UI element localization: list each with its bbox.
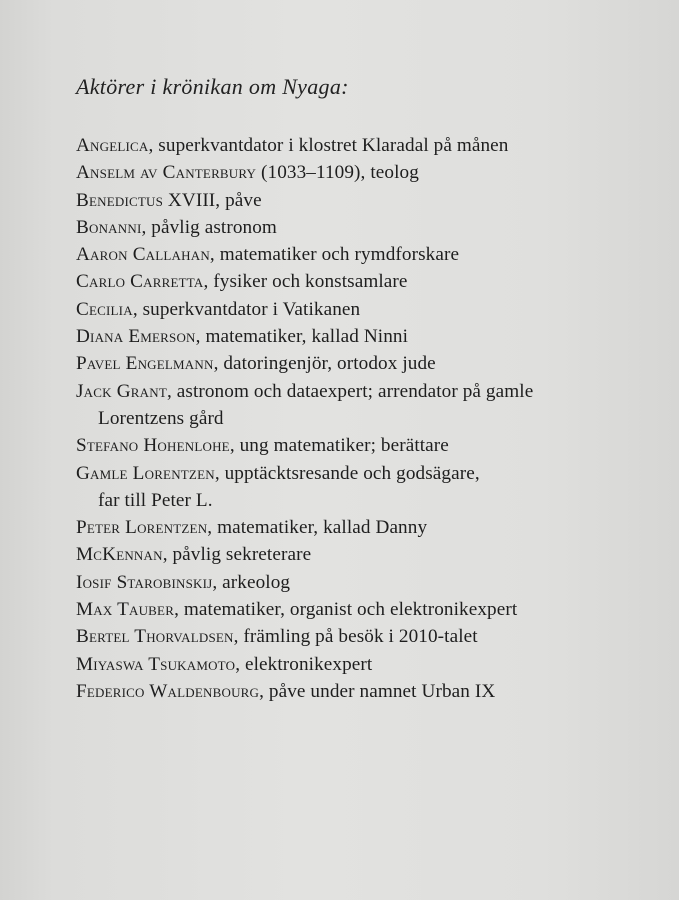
character-description: , främling på besök i 2010-talet [233,626,478,648]
character-name: Aaron Callahan [76,244,210,266]
character-description: , superkvantdator i Vatikanen [132,298,361,320]
list-item [76,268,656,295]
character-description: , upptäcktsresande och godsägare, [214,462,480,484]
character-description: , matematiker, kallad Ninni [195,326,409,348]
character-description: , matematiker, organist och elektronikexpert [174,599,518,621]
character-description: , arkeolog [212,571,291,593]
character-description: , elektronikexpert [235,653,373,675]
list-item [76,651,656,678]
character-description: (1033–1109), teolog [256,162,419,184]
character-name: Peter Lorentzen [76,517,208,539]
list-item [76,541,656,568]
character-name: Diana Emerson [76,326,196,348]
list-item [76,596,656,623]
list-item [76,432,656,459]
character-name: Bonanni [76,216,142,238]
list-item [76,678,656,705]
list-item [76,514,656,541]
character-name: Angelica [76,135,149,156]
character-name: Anselm av Canterbury [76,162,257,184]
character-name: Federico Waldenbourg [76,680,260,702]
list-item [76,623,656,650]
character-description: , ung matematiker; berättare [229,435,449,457]
list-item [76,214,656,241]
character-name: McKennan [76,544,163,566]
character-description: , påvlig astronom [141,216,277,238]
list-item [76,378,656,433]
character-name: Bertel Thorvaldsen [76,626,234,648]
list-item [76,187,656,214]
character-name: Stefano Hohenlohe [76,435,230,457]
list-item [76,569,656,596]
character-name: Pavel Engelmann [76,353,214,375]
character-list [76,132,656,705]
character-name: Cecilia [76,298,133,320]
list-item [76,350,656,377]
character-description-continuation: Lorentzens gård [98,407,224,429]
character-name: Carlo Carretta [76,271,204,293]
character-description: , superkvantdator i klostret Klaradal på månen [148,135,509,156]
character-name: Jack Grant [76,380,167,402]
character-description: XVIII, påve [163,189,262,211]
character-description: , påve under namnet Urban IX [259,680,496,702]
character-name: Miyaswa Tsukamoto [76,653,236,675]
character-description-continuation: far till Peter L. [98,489,213,511]
list-item [76,159,656,186]
character-name: Benedictus [76,189,164,211]
list-item [76,323,656,350]
character-description: , påvlig sekreterare [162,544,312,566]
list-heading: Aktörer i krönikan om Nyaga: [76,74,349,99]
character-name: Max Tauber [76,599,175,621]
character-description: , datoringenjör, ortodox jude [213,353,436,375]
character-name: Gamle Lorentzen [76,462,215,484]
character-description: , fysiker och konstsamlare [203,271,408,293]
list-item [76,460,656,515]
character-description: , matematiker, kallad Danny [207,517,428,539]
list-item [76,241,656,268]
list-item [76,132,656,159]
character-description: , astronom och dataexpert; arrendator på gamle [166,380,534,402]
character-description: , matematiker och rymdforskare [209,244,460,266]
character-name: Iosif Starobinskij [76,571,213,593]
list-item [76,296,656,323]
